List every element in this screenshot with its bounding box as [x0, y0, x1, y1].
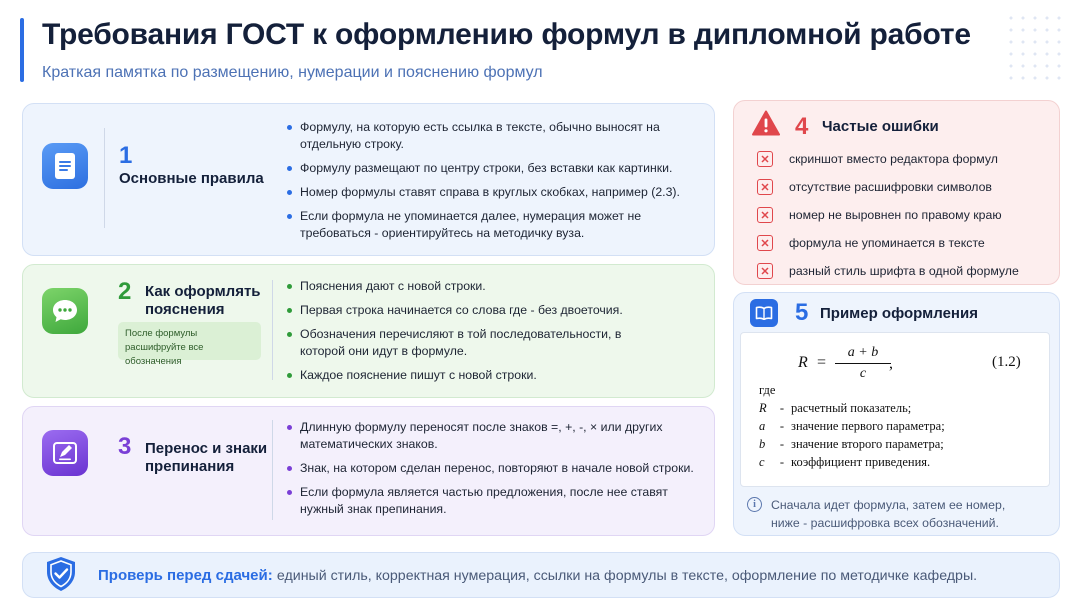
- list-item: Каждое пояснение пишут с новой строки.: [286, 367, 696, 384]
- formula-example: [740, 332, 1050, 487]
- page-subtitle: Краткая памятка по размещению, нумерации и пояснению формул: [42, 64, 543, 81]
- formula-number: (1.2): [992, 354, 1021, 370]
- bullet-list-1: [286, 119, 696, 242]
- section-number-4: 4: [795, 113, 809, 140]
- section-number-5: 5: [795, 299, 809, 326]
- section-number-3: 3: [118, 433, 132, 460]
- def-dash: -: [779, 419, 785, 433]
- error-text: отсутствие расшифровки символов: [789, 180, 992, 194]
- section-title-3: Перенос и знаки препинания: [145, 440, 268, 475]
- section-number-2: 2: [118, 278, 132, 305]
- footer-text: единый стиль, корректная нумерация, ссылки на формулы в тексте, оформление по методичке кафедры.: [276, 568, 978, 584]
- info-icon: i: [747, 497, 762, 512]
- divider: [272, 280, 273, 380]
- definition-row: [759, 401, 911, 416]
- error-list: [757, 145, 1019, 285]
- page-title: Требования ГОСТ к оформлению формул в дипломной работе: [42, 18, 971, 51]
- def-text: коэффициент приведения.: [791, 455, 931, 469]
- close-icon: [757, 207, 773, 223]
- hint-note: После формулы расшифруйте все обозначения: [118, 322, 261, 360]
- section-title-5: Пример оформления: [820, 305, 978, 322]
- def-symbol: a: [759, 419, 766, 433]
- list-item: Длинную формулу переносят после знаков =, +, -, × или других математических знаков.: [286, 419, 686, 453]
- list-item: [757, 229, 1019, 257]
- list-item: Формулу размещают по центру строки, без вставки как картинки.: [286, 160, 696, 177]
- list-item: Пояснения дают с новой строки.: [286, 278, 696, 295]
- def-text: расчетный показатель;: [791, 401, 912, 415]
- definition-row: [759, 455, 930, 470]
- definition-row: [759, 437, 944, 452]
- error-text: скриншот вместо редактора формул: [789, 152, 998, 166]
- formula-fraction: [835, 345, 891, 382]
- error-text: номер не выровнен по правому краю: [789, 208, 1002, 222]
- list-item: Формулу, на которую есть ссылка в тексте, обычно выносят на отдельную строку.: [286, 119, 696, 153]
- close-icon: [757, 235, 773, 251]
- close-icon: [757, 151, 773, 167]
- section-title-4: Частые ошибки: [822, 118, 939, 135]
- list-item: Первая строка начинается со слова где - без двоеточия.: [286, 302, 696, 319]
- list-item: Обозначения перечисляют в той последовательности, в которой они идут в формуле.: [286, 326, 626, 360]
- list-item: Если формула является частью предложения, после нее ставят нужный знак препинания.: [286, 484, 686, 518]
- formula-numerator: a + b: [835, 345, 891, 364]
- bullet-list-2: [286, 278, 696, 384]
- def-dash: -: [779, 401, 785, 415]
- definition-row: [759, 419, 945, 434]
- divider: [104, 128, 105, 228]
- def-symbol: R: [759, 401, 767, 415]
- edit-icon: [42, 430, 88, 476]
- def-text: значение второго параметра;: [791, 437, 944, 451]
- section-title-2: Как оформлять пояснения: [145, 283, 261, 318]
- list-item: Знак, на котором сделан перенос, повторяют в начале новой строки.: [286, 460, 706, 477]
- list-item: [757, 173, 1019, 201]
- def-symbol: b: [759, 437, 766, 451]
- footer-label: Проверь перед сдачей:: [98, 567, 273, 584]
- list-item: [757, 145, 1019, 173]
- close-icon: [757, 263, 773, 279]
- error-text: разный стиль шрифта в одной формуле: [789, 264, 1019, 278]
- warning-icon: [752, 110, 780, 141]
- document-icon: [42, 143, 88, 189]
- example-note: Сначала идет формула, затем ее номер, ниже - расшифровка всех обозначений.: [771, 498, 1006, 530]
- section-title-1: Основные правила: [119, 170, 264, 187]
- def-dash: -: [779, 455, 785, 469]
- error-text: формула не упоминается в тексте: [789, 236, 985, 250]
- list-item: Номер формулы ставят справа в круглых скобках, например (2.3).: [286, 184, 696, 201]
- close-icon: [757, 179, 773, 195]
- book-icon: [750, 299, 778, 327]
- where-label: где: [759, 383, 776, 397]
- formula-lhs: R: [798, 354, 808, 371]
- shield-check-icon: [45, 556, 77, 597]
- list-item: [757, 201, 1019, 229]
- section-number-1: 1: [119, 142, 133, 169]
- formula-equals: =: [817, 354, 827, 371]
- list-item: [757, 257, 1019, 285]
- def-symbol: c: [759, 455, 765, 469]
- bullet-list-3: [286, 419, 706, 518]
- footer-line: [98, 567, 977, 584]
- list-item: Если формула не упоминается далее, нумерация может не требоваться - ориентируйтесь на методичку вуза.: [286, 208, 696, 242]
- header-accent-bar: [20, 18, 24, 82]
- chat-icon: [42, 288, 88, 334]
- formula-denominator: c: [859, 366, 867, 381]
- def-text: значение первого параметра;: [791, 419, 945, 433]
- def-dash: -: [779, 437, 785, 451]
- divider: [272, 420, 273, 520]
- formula-comma: ,: [889, 355, 893, 372]
- decorative-dots: [1005, 12, 1065, 82]
